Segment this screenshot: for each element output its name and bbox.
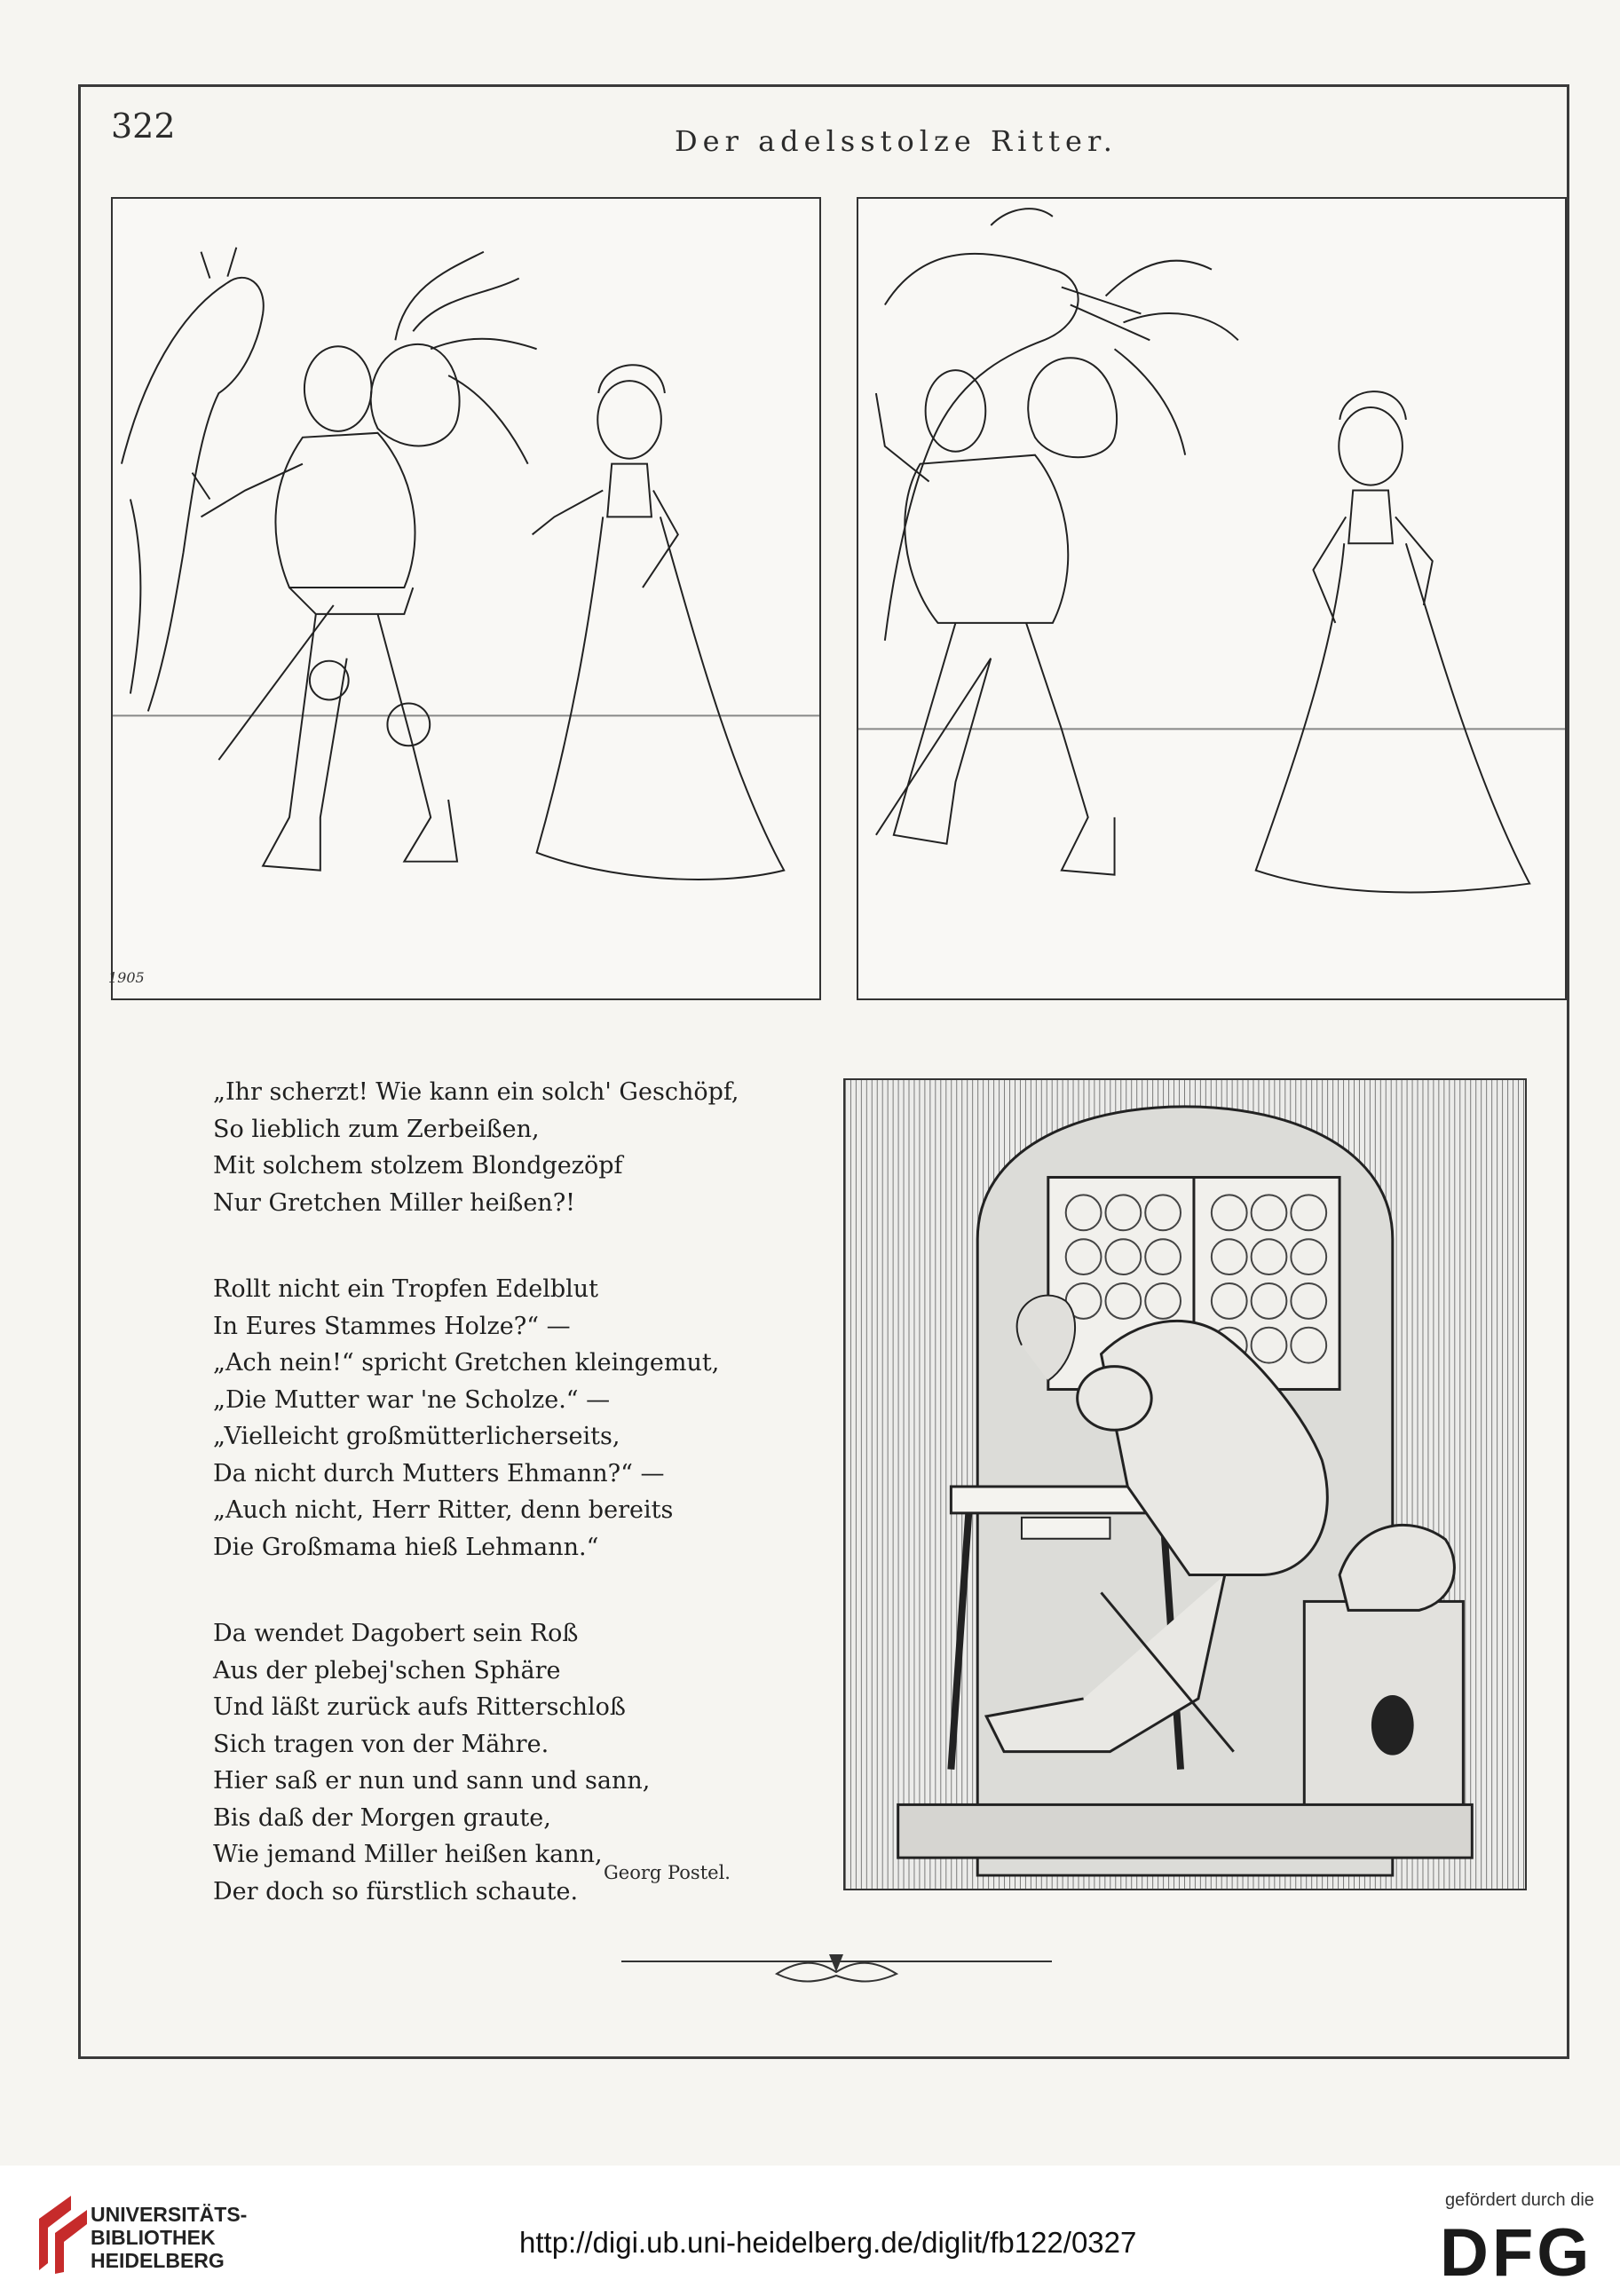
library-name-line: UNIVERSITÄTS-: [91, 2203, 248, 2226]
illustration-knight-and-lady-right: [857, 197, 1567, 1000]
illustration-knight-and-lady-left: [108, 197, 821, 1000]
illustration-drawing: [858, 199, 1565, 998]
poem-line: Aus der plebej'schen Sphäre: [213, 1656, 561, 1685]
poem-line: „Ach nein!“ spricht Gretchen kleingemut,: [213, 1349, 720, 1377]
artist-signature: 1905: [108, 969, 145, 986]
poem-stanza: [213, 1271, 763, 1566]
poem-line: „Auch nicht, Herr Ritter, denn bereits: [213, 1496, 674, 1524]
page-number: 322: [111, 107, 176, 146]
poem-line: Hier saß er nun und sann und sann,: [213, 1767, 651, 1795]
poem-line: Mit solchem stolzem Blondgezöpf: [213, 1152, 623, 1180]
dfg-logo: DFG: [1440, 2215, 1593, 2291]
illustration-knight-at-table: [843, 1078, 1527, 1890]
library-name: [91, 2203, 247, 2272]
sponsor-label: gefördert durch die: [1445, 2190, 1594, 2210]
library-name-line: BIBLIOTHEK: [91, 2226, 216, 2249]
poem-line: „Die Mutter war 'ne Scholze.“ —: [213, 1385, 611, 1414]
illustration-drawing: [113, 199, 819, 998]
poem-stanza: [213, 1074, 763, 1221]
poem-line: Der doch so fürstlich schaute.: [213, 1877, 579, 1905]
poem-author: Georg Postel.: [604, 1862, 731, 1883]
poem-line: „Vielleicht großmütterlicherseits,: [213, 1423, 620, 1450]
poem-line: Bis daß der Morgen graute,: [213, 1803, 551, 1832]
poem-line: In Eures Stammes Holze?“ —: [213, 1312, 571, 1340]
poem-line: Da wendet Dagobert sein Roß: [213, 1620, 579, 1647]
poem-line: Und läßt zurück aufs Ritterschloß: [213, 1693, 626, 1721]
poem: [213, 1074, 763, 1960]
running-title: Der adelsstolze Ritter.: [675, 124, 1118, 158]
ornament-divider: [621, 1951, 1052, 1986]
library-name-line: HEIDELBERG: [91, 2249, 225, 2272]
poem-line: Da nicht durch Mutters Ehmann?“ —: [213, 1459, 665, 1487]
permalink-url[interactable]: http://digi.ub.uni-heidelberg.de/diglit/fb122/0327: [519, 2226, 1137, 2259]
poem-line: Wie jemand Miller heißen kann,: [213, 1841, 603, 1868]
poem-line: Rollt nicht ein Tropfen Edelblut: [213, 1275, 599, 1303]
illustration-drawing: [845, 1080, 1525, 1889]
poem-line: „Ihr scherzt! Wie kann ein solch' Geschöpf,: [213, 1078, 739, 1106]
poem-line: So lieblich zum Zerbeißen,: [213, 1115, 540, 1143]
poem-line: Die Großmama hieß Lehmann.“: [213, 1533, 599, 1561]
poem-line: Sich tragen von der Mähre.: [213, 1730, 549, 1758]
library-logo-icon: [36, 2192, 91, 2276]
poem-line: Nur Gretchen Miller heißen?!: [213, 1188, 576, 1217]
